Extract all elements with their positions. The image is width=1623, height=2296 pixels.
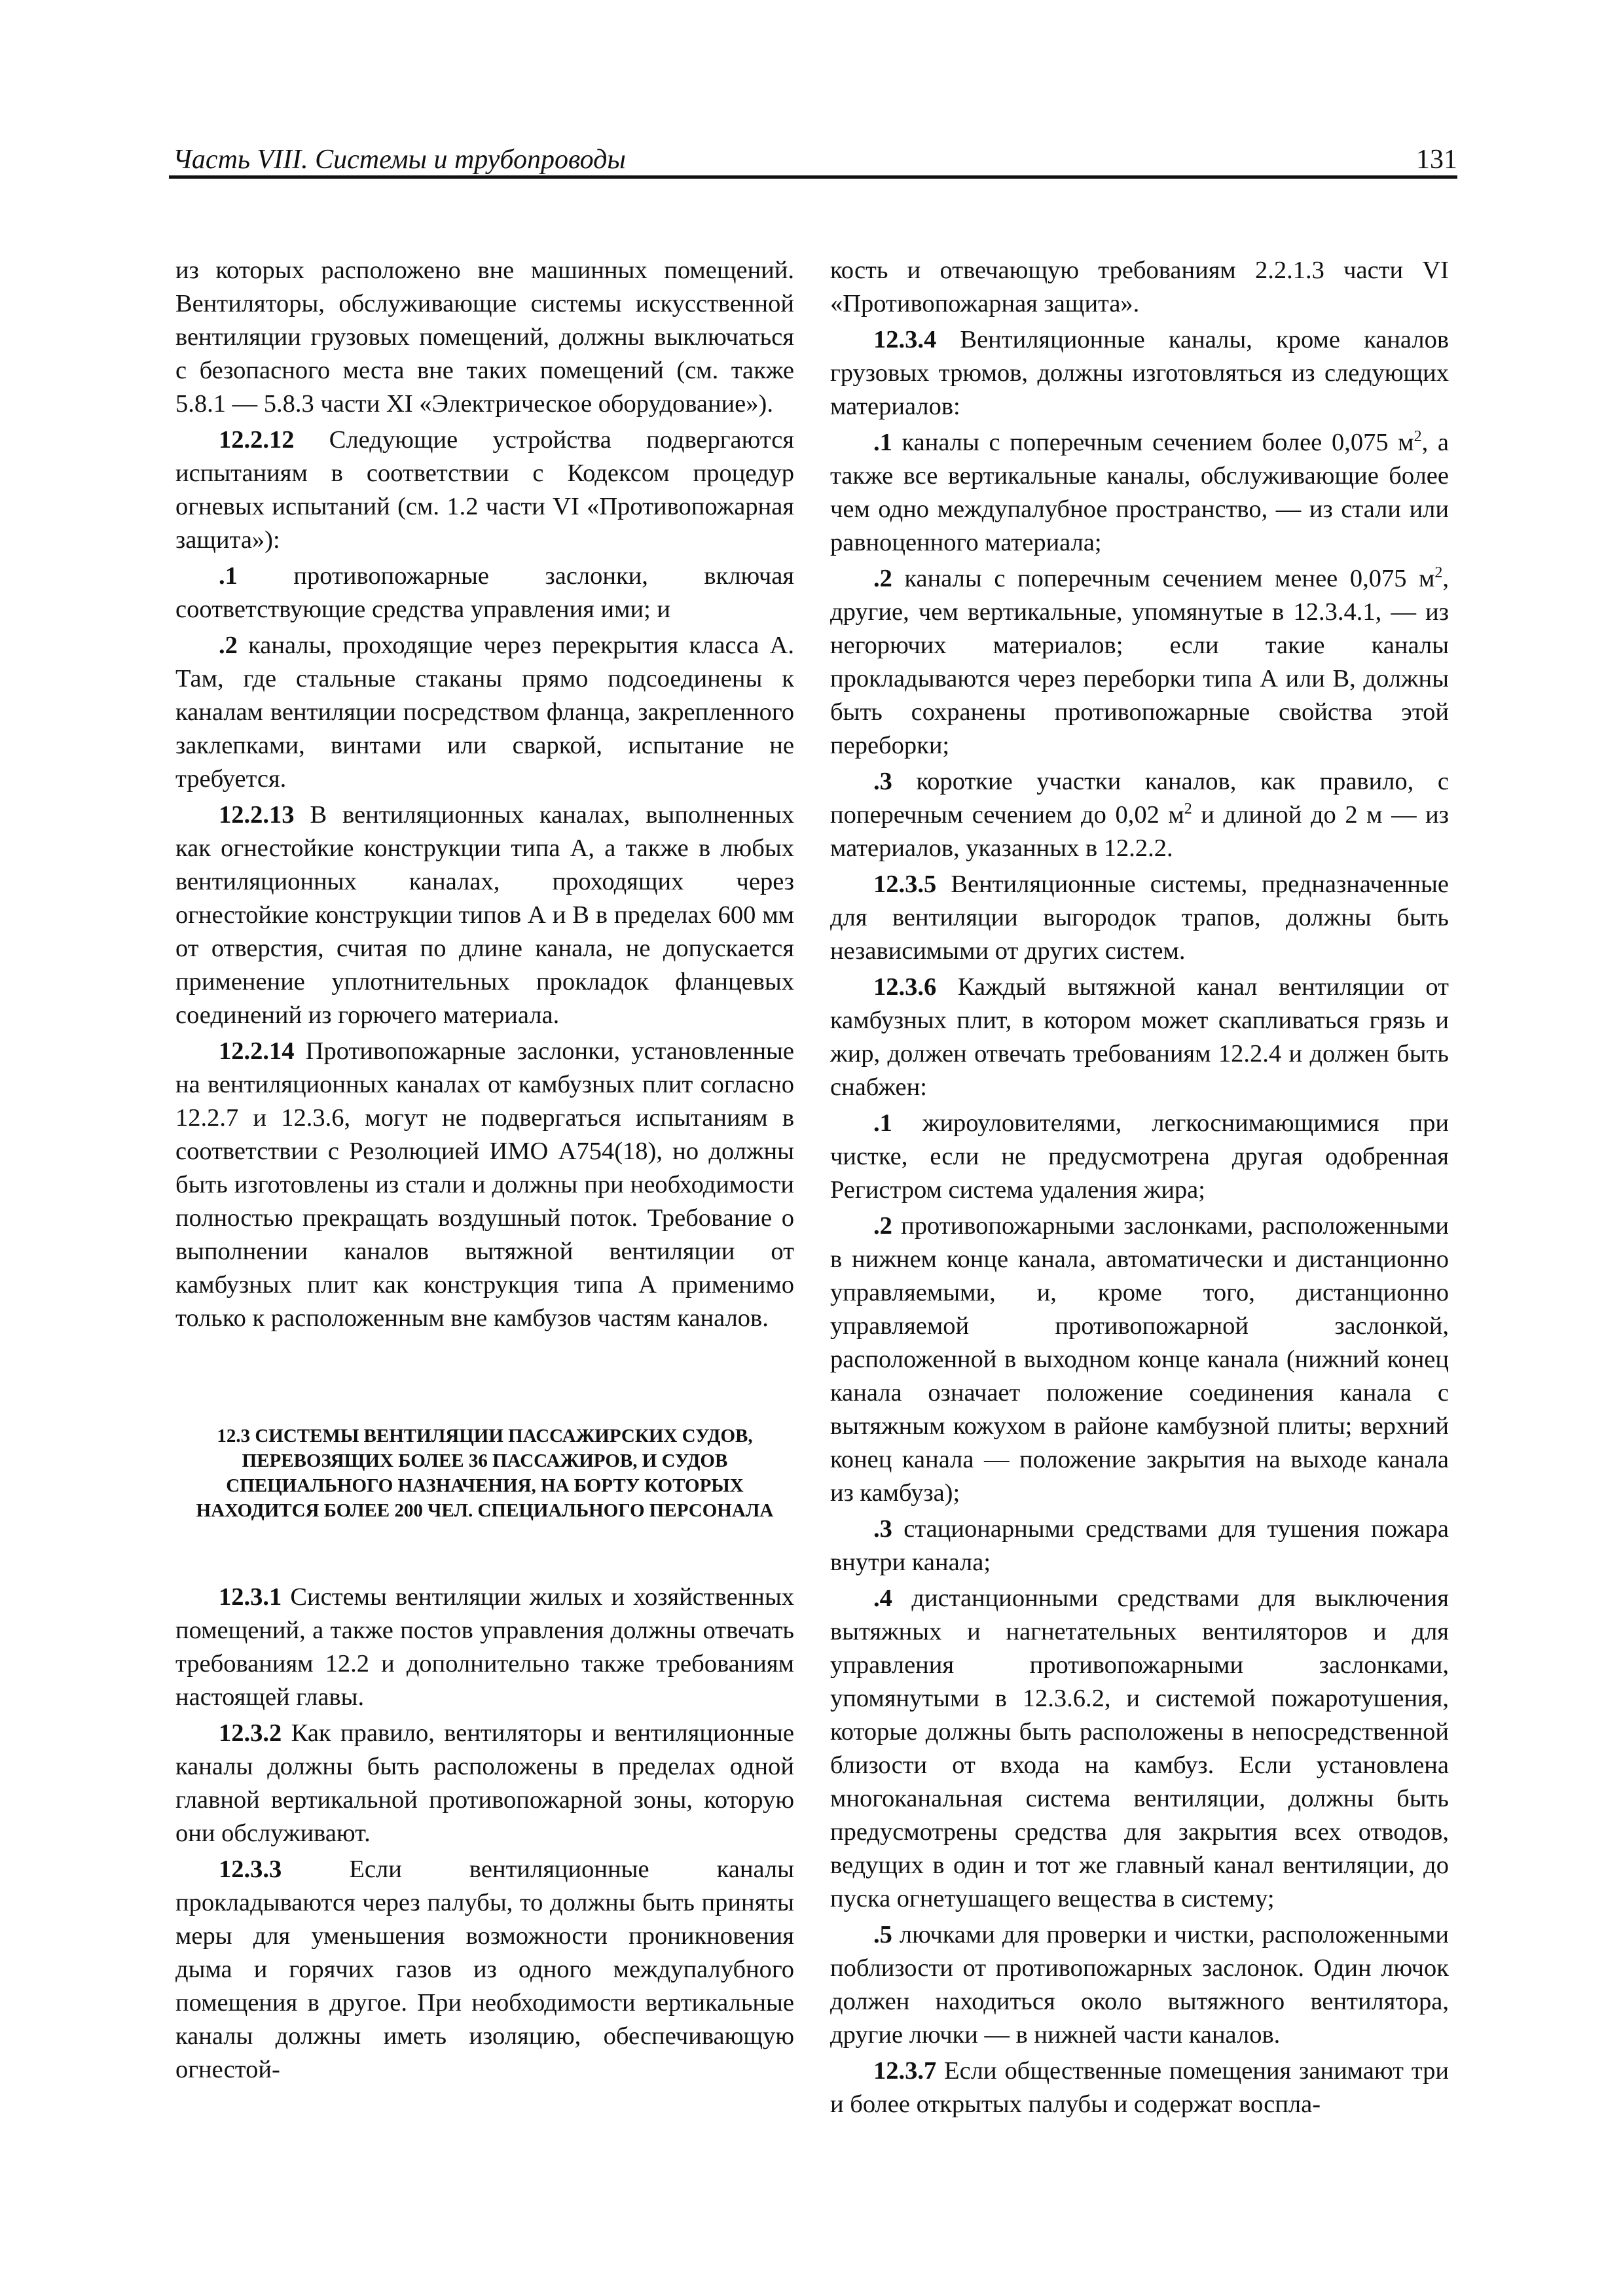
paragraph-text: Противопожарные заслонки, установленные на вентиляционных каналах от камбузных плит согласно 12.2.7 и 12.3.6, могут не подвергаться испытаниям в соответствии с Резолюцией ИМО А754(18), но должны быть изготовлены из стали и должны при необходимости полностью прекращать воздушный поток. Требование о выполнении каналов вытяжной вентиляции от камбузных плит как конструкция типа А применимо только к расположенным вне камбузов частям каналов. <box>175 1037 794 1332</box>
paragraph-text: каналы с поперечным сечением более 0,075 м <box>892 429 1414 456</box>
paragraph-text: Если вентиляционные каналы прокладываются через палубы, то должны быть приняты меры для уменьшения возможности проникновения дыма и горячих газов из одного междупалубного помещения в другое. При необходимости вертикальные каналы должны иметь изоляцию, обеспечивающую огнестой- <box>175 1856 794 2083</box>
paragraph-text: Вентиляционные каналы, кроме каналов грузовых трюмов, должны изготовляться из следующих материалов: <box>830 326 1449 420</box>
clause-number: 12.3.2 <box>219 1719 282 1747</box>
item-number: .1 <box>873 429 892 456</box>
paragraph-text: Следующие устройства подвергаются испытаниям в соответствии с Кодексом процедур огневых испытаний (см. 1.2 части VI «Противопожарная защита»): <box>175 426 794 554</box>
item-number: .5 <box>873 1921 892 1948</box>
paragraph <box>830 1107 1449 1207</box>
paragraph <box>175 798 794 1032</box>
paragraph <box>830 323 1449 423</box>
paragraph-text: дистанционными средствами для выключения вытяжных и нагнетательных вентиляторов и для управления противопожарными заслонками, упомянутыми в 12.3.6.2, и системой пожаротушения, которые должны быть расположены в непосредственной близости от входа на камбуз. Если установлена многоканальная система вентиляции, должны быть предусмотрены средства для закрытия всех отводов, ведущих в один и тот же главный канал вентиляции, до пуска огнетушащего вещества в систему; <box>830 1585 1449 1912</box>
paragraph-text: лючками для проверки и чистки, расположенными поблизости от противопожарных заслонок. Один лючок должен находиться около вытяжного вентилятора, другие лючки — в нижней части каналов. <box>830 1921 1449 2049</box>
paragraph <box>830 1210 1449 1510</box>
clause-number: 12.3.6 <box>873 973 937 1001</box>
paragraph-text: каналы, проходящие через перекрытия класса А. Там, где стальные стаканы прямо подсоединены к каналам вентиляции посредством фланца, закрепленного заклепками, винтами или сваркой, испытание не требуется. <box>175 632 794 793</box>
paragraph-text: и длиной до 2 м — из материалов, указанных в 12.2.2. <box>830 801 1449 862</box>
clause-number: 12.3.7 <box>873 2057 937 2085</box>
paragraph-text: Системы вентиляции жилых и хозяйственных помещений, а также постов управления должны отвечать требованиям 12.2 и дополнительно также требованиям настоящей главы. <box>175 1583 794 1711</box>
clause-number: 12.3.3 <box>219 1856 282 1883</box>
paragraph-text: , а также все вертикальные каналы, обслуживающие более чем одно междупалубное пространство, — из стали или равноценного материала; <box>830 429 1449 556</box>
paragraph <box>175 1717 794 1850</box>
left-column <box>175 254 794 2089</box>
paragraph <box>830 1918 1449 2052</box>
right-column <box>830 254 1449 2124</box>
paragraph-text: , другие, чем вертикальные, упомянутые в 12.3.4.1, — из негорючих материалов; если такие каналы прокладываются через переборки типа А или В, должны быть сохранены противопожарные свойства этой переборки; <box>830 565 1449 759</box>
paragraph-text: стационарными средствами для тушения пожара внутри канала; <box>830 1515 1449 1576</box>
superscript: 2 <box>1413 428 1422 446</box>
paragraph <box>830 2054 1449 2121</box>
paragraph <box>175 560 794 626</box>
paragraph-text: из которых расположено вне машинных помещений. Вентиляторы, обслуживающие системы искусственной вентиляции грузовых помещений, должны выключаться с безопасного места вне таких помещений (см. также 5.8.1 — 5.8.3 части XI «Электрическое оборудование»). <box>175 257 794 418</box>
paragraph-text: противопожарными заслонками, расположенными в нижнем конце канала, автоматически и дистанционно управляемыми, и, кроме того, дистанционно управляемой противопожарной заслонкой, расположенной в выходном конце канала (нижний конец канала означает положение соединения канала с вытяжным кожухом в районе камбузной плиты; верхний конец канала — положение закрытия на выходе канала из камбуза); <box>830 1212 1449 1507</box>
paragraph <box>175 423 794 557</box>
paragraph <box>175 1581 794 1714</box>
item-number: .2 <box>873 1212 892 1240</box>
section-heading: 12.3 СИСТЕМЫ ВЕНТИЛЯЦИИ ПАССАЖИРСКИХ СУДОВ, ПЕРЕВОЗЯЩИХ БОЛЕЕ 36 ПАССАЖИРОВ, И СУДОВ СПЕЦИАЛЬНОГО НАЗНАЧЕНИЯ, НА БОРТУ КОТОРЫХ НАХОДИТСЯ БОЛЕЕ 200 ЧЕЛ. СПЕЦИАЛЬНОГО ПЕРСОНАЛА <box>196 1426 774 1521</box>
item-number: .2 <box>873 565 892 592</box>
paragraph <box>830 765 1449 865</box>
paragraph <box>830 1513 1449 1579</box>
clause-number: 12.3.4 <box>873 326 937 353</box>
paragraph <box>830 1582 1449 1916</box>
item-number: .2 <box>219 632 238 659</box>
paragraph <box>175 1035 794 1335</box>
paragraph-text: жироуловителями, легкоснимающимися при чистке, если не предусмотрена другая одобренная Регистром система удаления жира; <box>830 1109 1449 1204</box>
paragraph <box>175 629 794 796</box>
paragraph-text: короткие участки каналов, как правило, с поперечным сечением до 0,02 м <box>830 768 1449 829</box>
item-number: .3 <box>873 1515 892 1543</box>
clause-number: 12.2.13 <box>219 801 295 829</box>
header-title: Часть VIII. Системы и трубопроводы <box>173 145 626 175</box>
paragraph <box>175 254 794 421</box>
item-number: .4 <box>873 1585 892 1612</box>
page-number: 131 <box>1416 145 1457 175</box>
item-number: .1 <box>219 562 238 590</box>
paragraph-text: каналы с поперечным сечением менее 0,075 м <box>892 565 1435 592</box>
paragraph <box>830 426 1449 560</box>
paragraph-text: Каждый вытяжной канал вентиляции от камбузных плит, в котором может скапливаться грязь и жир, должен отвечать требованиям 12.2.4 и должен быть снабжен: <box>830 973 1449 1101</box>
item-number: .3 <box>873 768 892 795</box>
paragraph-text: Вентиляционные системы, предназначенные для вентиляции выгородок трапов, должны быть независимыми от других систем. <box>830 870 1449 965</box>
clause-number: 12.3.1 <box>219 1583 282 1611</box>
paragraph <box>830 971 1449 1104</box>
paragraph <box>830 562 1449 762</box>
item-number: .1 <box>873 1109 892 1137</box>
paragraph <box>830 254 1449 321</box>
running-header <box>169 135 1457 179</box>
paragraph <box>175 1853 794 2087</box>
paragraph-text: противопожарные заслонки, включая соответствующие средства управления ими; и <box>175 562 794 623</box>
clause-number: 12.3.5 <box>873 870 937 898</box>
paragraph-text: Как правило, вентиляторы и вентиляционные каналы должны быть расположены в пределах одной главной вертикальной противопожарной зоны, которую они обслуживают. <box>175 1719 794 1847</box>
paragraph-text: Если общественные помещения занимают три и более открытых палубы и содержат воспла- <box>830 2057 1449 2118</box>
paragraph <box>830 868 1449 968</box>
clause-number: 12.2.14 <box>219 1037 295 1065</box>
paragraph-text: В вентиляционных каналах, выполненных как огнестойкие конструкции типа А, а также в любых вентиляционных каналах, проходящих через огнестойкие конструкции типов А и В в пределах 600 мм от отверстия, считая по длине канала, не допускается применение уплотнительных прокладок фланцевых соединений из горючего материала. <box>175 801 794 1029</box>
clause-number: 12.2.12 <box>219 426 295 454</box>
superscript: 2 <box>1434 564 1443 582</box>
superscript: 2 <box>1184 800 1192 818</box>
paragraph-text: кость и отвечающую требованиям 2.2.1.3 части VI «Противопожарная защита». <box>830 257 1449 317</box>
